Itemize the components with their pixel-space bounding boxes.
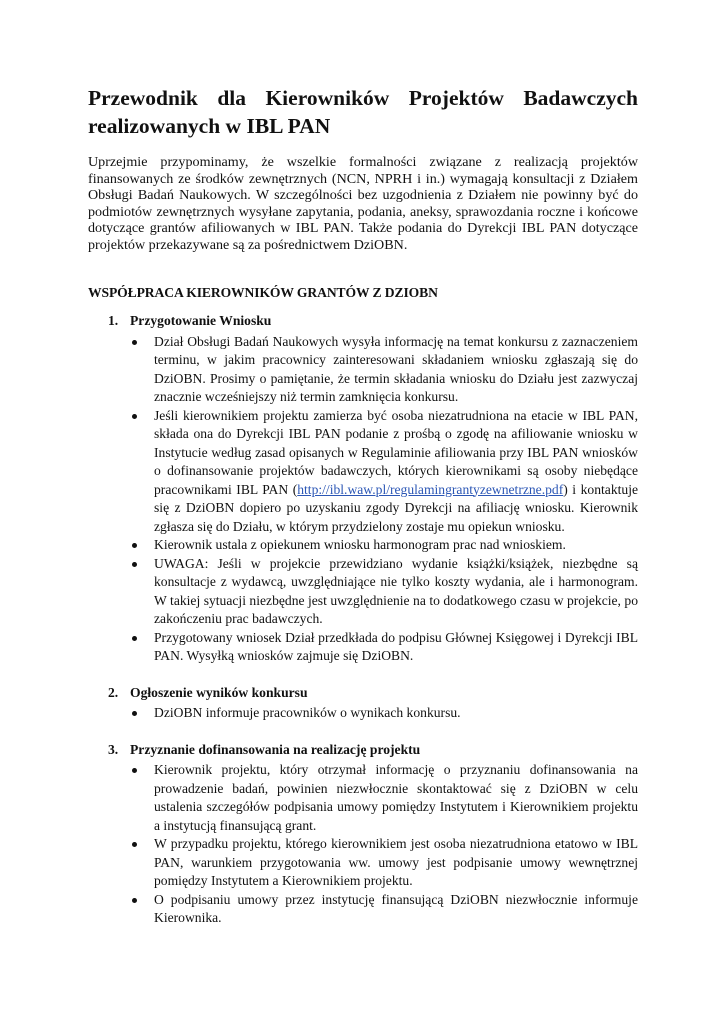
bullet-text: ) i kontaktuje się z DziOBN dopiero po uzyskaniu zgody Dyrekcji na afiliację wniosku. Kierownik zgłasza się do Działu, w którym przydzielony zostaje mu opiekun wniosku. <box>154 481 639 534</box>
item-number: 2. <box>108 684 119 700</box>
section-heading: WSPÓŁPRACA KIEROWNIKÓW GRANTÓW Z DZIOBN <box>88 285 438 300</box>
item-title: Ogłoszenie wyników konkursu <box>130 684 308 700</box>
bullet-item: Przygotowany wniosek Dział przedkłada do podpisu Głównej Księgowej i Dyrekcji IBL PAN. Wysyłką wniosków zajmuje się DziOBN. <box>130 629 638 666</box>
bullet-list <box>130 761 638 928</box>
list-item-preparation <box>88 313 638 666</box>
bullet-text: Jeśli kierownikiem projektu zamierza być osoba niezatrudniona na etacie w IBL PAN, składa ona do Dyrekcji IBL PAN podanie z prośbą o zgodę na afiliowanie wniosku w Instytucie według zasad opisanych w Regulaminie afiliowania przy IBL PAN wniosków o dofinansowanie projektów badawczych, których kierownikami są osoby niebędące pracownikami IBL PAN ( <box>154 407 638 497</box>
bullet-item: W przypadku projektu, którego kierownikiem jest osoba niezatrudniona etatowo w IBL PAN, warunkiem przygotowania ww. umowy jest podpisanie umowy wewnętrznej pomiędzy Instytutem a Kierownikiem projektu. <box>130 835 638 891</box>
bullet-list <box>130 333 638 666</box>
bullet-item: Dział Obsługi Badań Naukowych wysyła informację na temat konkursu z zaznaczeniem terminu, w jakim pracownicy zainteresowani składaniem wniosku zgłaszają się do DziOBN. Prosimy o pamiętanie, że termin składania wniosku do Działu jest zazwyczaj znacznie wcześniejszy niż termin zamknięcia konkursu. <box>130 333 638 407</box>
bullet-item <box>130 407 638 537</box>
bullet-list <box>130 704 638 723</box>
intro-paragraph: Uprzejmie przypominamy, że wszelkie formalności związane z realizacją projektów finansowanych ze środków zewnętrznych (NCN, NPRH i in.) wymagają konsultacji z Działem Obsługi Badań Naukowych. W szczególności bez uzgodnienia z Działem nie powinny być do podmiotów zewnętrznych wysyłane zapytania, podania, aneksy, sprawozdania roczne i końcowe dotyczące grantów afiliowanych w IBL PAN. Także podania do Dyrekcji IBL PAN dotyczące projektów przekazywane są za pośrednictwem DziOBN. <box>88 154 638 253</box>
bullet-item: Kierownik projektu, który otrzymał informację o przyznaniu dofinansowania na prowadzenie badań, powinien niezwłocznie skontaktować się z DziOBN w celu ustalenia szczegółów podpisania umowy pomiędzy Instytutem i Kierownikiem projektu a instytucją finansującą grant. <box>130 761 638 835</box>
numbered-list <box>88 313 638 928</box>
bullet-item: Kierownik ustala z opiekunem wniosku harmonogram prac nad wnioskiem. <box>130 536 638 555</box>
document-title: Przewodnik dla Kierowników Projektów Badawczych realizowanych w IBL PAN <box>88 86 638 138</box>
list-item-results <box>88 685 638 723</box>
bullet-item: O podpisaniu umowy przez instytucję finansującą DziOBN niezwłocznie informuje Kierownika. <box>130 891 638 928</box>
item-title: Przyznanie dofinansowania na realizację projektu <box>130 741 421 757</box>
regulation-link[interactable]: http://ibl.waw.pl/regulamingrantyzewnetrzne.pdf <box>297 481 564 497</box>
bullet-item: UWAGA: Jeśli w projekcie przewidziano wydanie książki/książek, niezbędne są konsultacje z wydawcą, uwzględniające nie tylko koszty wydania, ale i harmonogram. W takiej sytuacji niezbędne jest uwzględnienie na to dodatkowego czasu w projekcie, po zakończeniu prac badawczych. <box>130 555 638 629</box>
bullet-item: DziOBN informuje pracowników o wynikach konkursu. <box>130 704 638 723</box>
item-number: 3. <box>108 741 119 757</box>
item-title: Przygotowanie Wniosku <box>130 313 272 328</box>
list-item-funding <box>88 742 638 928</box>
item-number: 1. <box>108 313 119 328</box>
document-page <box>88 84 638 947</box>
